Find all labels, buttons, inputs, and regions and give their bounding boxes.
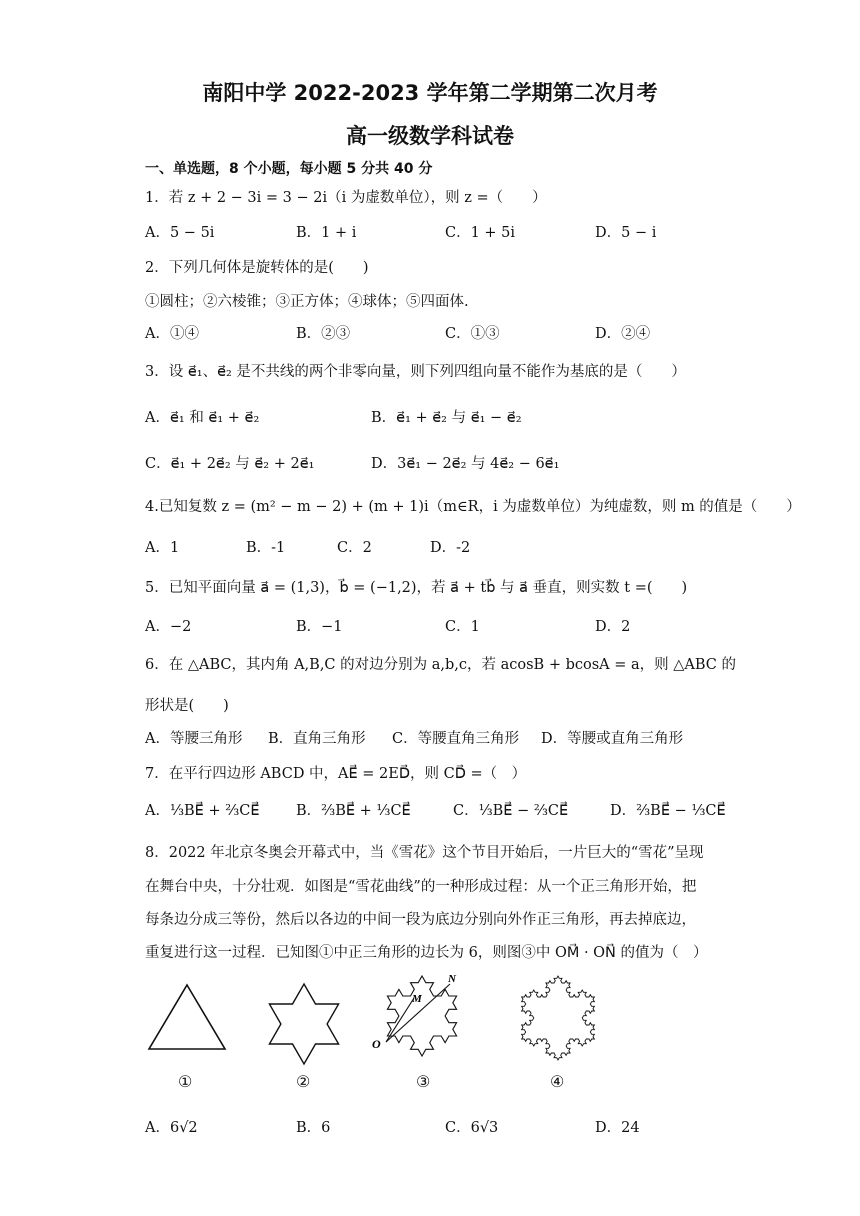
q4-option-d: D．-2 [430,540,471,556]
q5-option-b: B．−1 [296,619,343,635]
q2-option-a: A．①④ [145,326,199,342]
q1-option-a: A．5 − 5i [145,225,215,241]
section-heading: 一、单选题，8 个小题，每小题 5 分共 40 分 [145,161,433,177]
q4-option-b: B．-1 [246,540,286,556]
q7-option-c: C．⅓BE⃗ − ⅔CE⃗ [453,803,569,819]
q1-option-d: D．5 − i [595,225,657,241]
q6-stem: 6．在 △ABC，其内角 A,B,C 的对边分别为 a,b,c，若 acosB + bcosA = a，则 △ABC 的 [145,657,736,673]
q4-option-a: A．1 [145,540,180,556]
q2-option-c: C．①③ [445,326,500,342]
q3-option-c: C．e⃗₁ + 2e⃗₂ 与 e⃗₂ + 2e⃗₁ [145,456,315,472]
exam-title: 南阳中学 2022-2023 学年第二学期第二次月考 [202,81,658,105]
q6-option-c: C．等腰直角三角形 [392,731,520,747]
figure-triangle [147,982,227,1052]
q7-option-a: A．⅓BE⃗ + ⅔CE⃗ [145,803,260,819]
q7-option-d: D．⅔BE⃗ − ⅓CE⃗ [610,803,726,819]
q4-stem: 4.已知复数 z = (m² − m − 2) + (m + 1)i（m∈R，i 为虚数单位）为纯虚数，则 m 的值是（ ） [145,499,801,515]
exam-subtitle: 高一级数学科试卷 [346,124,514,148]
figure-caption-4: ④ [550,1072,565,1091]
q7-stem: 7．在平行四边形 ABCD 中，AE⃗ = 2ED⃗，则 CD⃗ =（ ） [145,766,527,782]
q2-stem: 2．下列几何体是旋转体的是( ) [145,260,369,276]
figure-snowflake [513,973,603,1063]
q1-stem: 1．若 z + 2 − 3i = 3 − 2i（i 为虚数单位），则 z =（ ） [145,190,547,206]
q8-option-b: B．6 [296,1120,331,1136]
q6-option-a: A．等腰三角形 [145,731,243,747]
q3-stem: 3．设 e⃗₁、e⃗₂ 是不共线的两个非零向量，则下列四组向量不能作为基底的是（ ） [145,364,686,380]
q8-option-c: C．6√3 [445,1120,499,1136]
q2-option-b: B．②③ [296,326,351,342]
point-o-label: O [372,1037,381,1051]
q8-line-2: 在舞台中央，十分壮观．如图是“雪花曲线”的一种形成过程：从一个正三角形开始，把 [145,879,697,895]
figure-caption-1: ① [178,1072,193,1091]
q6-option-d: D．等腰或直角三角形 [541,731,684,747]
q3-option-d: D．3e⃗₁ − 2e⃗₂ 与 4e⃗₂ − 6e⃗₁ [371,456,560,472]
q8-line-3: 每条边分成三等份，然后以各边的中间一段为底边分别向外作正三角形，再去掉底边， [145,912,696,928]
q5-stem: 5．已知平面向量 a⃗ = (1,3)，b⃗ = (−1,2)，若 a⃗ + tb⃗ 与 a⃗ 垂直，则实数 t =( ) [145,580,688,596]
q1-option-b: B．1 + i [296,225,357,241]
q8-option-a: A．6√2 [145,1120,198,1136]
q4-option-c: C．2 [337,540,372,556]
q2-option-d: D．②④ [595,326,651,342]
q6-stem-cont: 形状是( ) [145,698,229,714]
figure-caption-2: ② [296,1072,311,1091]
figure-star [264,980,344,1060]
q2-items: ①圆柱；②六棱锥；③正方体；④球体；⑤四面体. [145,294,469,310]
figure-caption-3: ③ [416,1072,431,1091]
q5-option-c: C．1 [445,619,480,635]
point-n-label: N [448,973,456,985]
q5-option-d: D．2 [595,619,631,635]
figure-snowflake-vectors [372,972,470,1062]
q8-option-d: D．24 [595,1120,640,1136]
q7-option-b: B．⅔BE⃗ + ⅓CE⃗ [296,803,411,819]
q6-option-b: B．直角三角形 [268,731,366,747]
q3-option-b: B．e⃗₁ + e⃗₂ 与 e⃗₁ − e⃗₂ [371,410,522,426]
q3-option-a: A．e⃗₁ 和 e⃗₁ + e⃗₂ [145,410,260,426]
point-m-label: M [412,993,422,1005]
q5-option-a: A．−2 [145,619,192,635]
q8-line-1: 8．2022 年北京冬奥会开幕式中，当《雪花》这个节目开始后，一片巨大的“雪花”呈现 [145,845,704,861]
q1-option-c: C．1 + 5i [445,225,516,241]
q8-line-4: 重复进行这一过程．已知图①中正三角形的边长为 6，则图③中 OM⃗ · ON⃗ 的值为（ ） [145,945,708,961]
